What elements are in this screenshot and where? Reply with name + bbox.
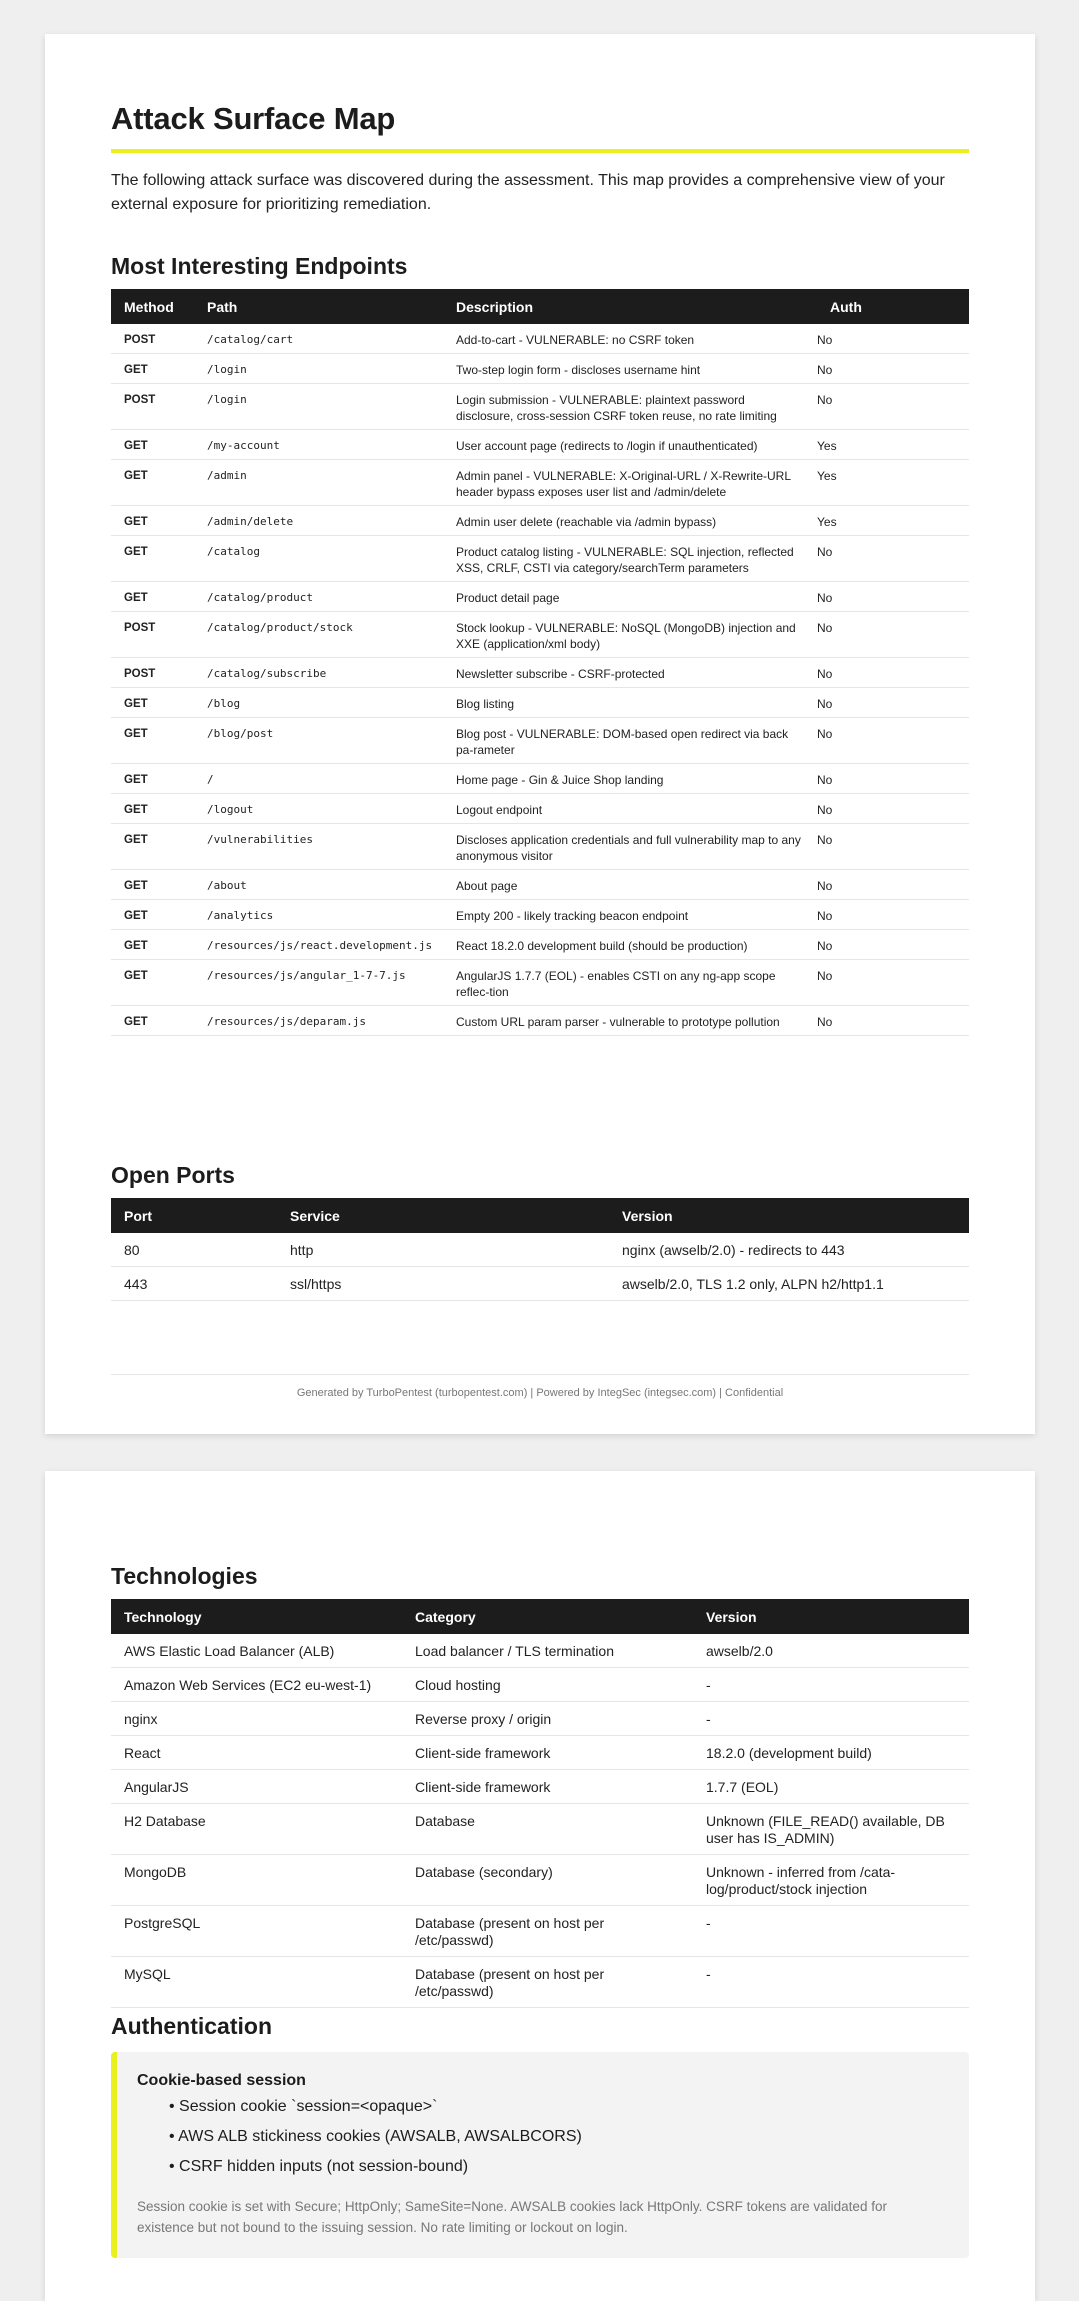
cell-service: ssl/https	[277, 1267, 609, 1301]
cell-auth: No	[817, 718, 969, 764]
endpoint-row	[111, 506, 969, 536]
cell-category: Reverse proxy / origin	[402, 1702, 693, 1736]
cell-auth: Yes	[817, 430, 969, 460]
cell-auth: No	[817, 582, 969, 612]
cell-path: /about	[194, 870, 443, 900]
auth-bullet: • CSRF hidden inputs (not session-bound)	[169, 2152, 945, 2182]
endpoints-heading: Most Interesting Endpoints	[111, 253, 408, 279]
title-underline	[111, 149, 969, 153]
endpoint-row	[111, 658, 969, 688]
cell-path: /login	[194, 354, 443, 384]
endpoint-row	[111, 536, 969, 582]
cell-description: Empty 200 - likely tracking beacon endpoint	[443, 900, 817, 930]
cell-path: /	[194, 764, 443, 794]
auth-bullet: • AWS ALB stickiness cookies (AWSALB, AWSALBCORS)	[169, 2122, 945, 2152]
technology-row	[111, 1770, 969, 1804]
cell-description: Login submission - VULNERABLE: plaintext password disclosure, cross-session CSRF token reuse, no rate limiting	[443, 384, 817, 430]
cell-auth: No	[817, 794, 969, 824]
cell-description: Custom URL param parser - vulnerable to prototype pollution	[443, 1006, 817, 1036]
cell-method: POST	[111, 324, 194, 354]
cell-description: AngularJS 1.7.7 (EOL) - enables CSTI on any ng-app scope reflec-tion	[443, 960, 817, 1006]
column-header-tech-version: Version	[693, 1599, 969, 1634]
cell-technology: AngularJS	[111, 1770, 402, 1804]
cell-auth: No	[817, 384, 969, 430]
endpoint-row	[111, 582, 969, 612]
cell-method: GET	[111, 354, 194, 384]
page-title: Attack Surface Map	[111, 101, 396, 136]
technology-row	[111, 1855, 969, 1906]
endpoint-row	[111, 354, 969, 384]
cell-path: /admin	[194, 460, 443, 506]
cell-category: Database (secondary)	[402, 1855, 693, 1906]
cell-path: /resources/js/angular_1-7-7.js	[194, 960, 443, 1006]
cell-auth: No	[817, 960, 969, 1006]
column-header-description: Description	[443, 289, 817, 324]
cell-description: Newsletter subscribe - CSRF-protected	[443, 658, 817, 688]
cell-path: /resources/js/react.development.js	[194, 930, 443, 960]
endpoint-row	[111, 324, 969, 354]
cell-technology: H2 Database	[111, 1804, 402, 1855]
column-header-version: Version	[609, 1198, 969, 1233]
cell-version: awselb/2.0, TLS 1.2 only, ALPN h2/http1.1	[609, 1267, 969, 1301]
cell-auth: Yes	[817, 506, 969, 536]
technology-row	[111, 1906, 969, 1957]
technology-row	[111, 1702, 969, 1736]
cell-category: Client-side framework	[402, 1736, 693, 1770]
cell-path: /catalog	[194, 536, 443, 582]
cell-path: /blog	[194, 688, 443, 718]
technologies-table	[111, 1599, 969, 2008]
endpoint-row	[111, 688, 969, 718]
cell-path: /catalog/subscribe	[194, 658, 443, 688]
cell-category: Load balancer / TLS termination	[402, 1634, 693, 1668]
cell-description: Logout endpoint	[443, 794, 817, 824]
technology-row	[111, 1634, 969, 1668]
cell-version: Unknown - inferred from /cata-log/product/stock injection	[693, 1855, 969, 1906]
cell-version: -	[693, 1906, 969, 1957]
cell-description: Product detail page	[443, 582, 817, 612]
cell-method: GET	[111, 688, 194, 718]
cell-method: GET	[111, 718, 194, 764]
cell-auth: No	[817, 324, 969, 354]
cell-description: Admin user delete (reachable via /admin bypass)	[443, 506, 817, 536]
cell-method: GET	[111, 824, 194, 870]
auth-bullet: • Session cookie `session=<opaque>`	[169, 2092, 945, 2122]
cell-version: -	[693, 1668, 969, 1702]
cell-auth: No	[817, 1006, 969, 1036]
cell-port: 443	[111, 1267, 277, 1301]
endpoint-row	[111, 930, 969, 960]
cell-technology: PostgreSQL	[111, 1906, 402, 1957]
endpoint-row	[111, 960, 969, 1006]
technologies-section	[111, 1563, 969, 2008]
column-header-service: Service	[277, 1198, 609, 1233]
cell-description: Home page - Gin & Juice Shop landing	[443, 764, 817, 794]
cell-technology: AWS Elastic Load Balancer (ALB)	[111, 1634, 402, 1668]
cell-method: GET	[111, 430, 194, 460]
cell-method: GET	[111, 1006, 194, 1036]
column-header-technology: Technology	[111, 1599, 402, 1634]
technologies-header-row	[111, 1599, 969, 1634]
cell-path: /analytics	[194, 900, 443, 930]
cell-description: Admin panel - VULNERABLE: X-Original-URL / X-Rewrite-URL header bypass exposes user list and /admin/delete	[443, 460, 817, 506]
cell-description: Blog post - VULNERABLE: DOM-based open redirect via back pa-rameter	[443, 718, 817, 764]
cell-version: -	[693, 1702, 969, 1736]
cell-auth: No	[817, 688, 969, 718]
page-footer	[111, 1374, 969, 1399]
port-row	[111, 1233, 969, 1267]
cell-service: http	[277, 1233, 609, 1267]
endpoint-row	[111, 794, 969, 824]
cell-version: -	[693, 1957, 969, 2008]
ports-heading: Open Ports	[111, 1162, 235, 1188]
technology-row	[111, 1957, 969, 2008]
endpoint-row	[111, 764, 969, 794]
endpoints-table	[111, 289, 969, 1036]
cell-method: POST	[111, 612, 194, 658]
authentication-section	[111, 2013, 969, 2258]
cell-version: Unknown (FILE_READ() available, DB user has IS_ADMIN)	[693, 1804, 969, 1855]
cell-port: 80	[111, 1233, 277, 1267]
endpoint-row	[111, 384, 969, 430]
ports-table	[111, 1198, 969, 1301]
column-header-auth: Auth	[817, 289, 969, 324]
cell-description: User account page (redirects to /login if unauthenticated)	[443, 430, 817, 460]
cell-path: /admin/delete	[194, 506, 443, 536]
cell-auth: No	[817, 870, 969, 900]
cell-category: Database	[402, 1804, 693, 1855]
cell-method: GET	[111, 794, 194, 824]
auth-box-title: Cookie-based session	[137, 2072, 306, 2089]
endpoint-row	[111, 718, 969, 764]
cell-method: GET	[111, 764, 194, 794]
cell-path: /catalog/product	[194, 582, 443, 612]
ports-table-body	[111, 1233, 969, 1301]
endpoints-section	[111, 253, 969, 1036]
cell-auth: No	[817, 612, 969, 658]
cell-description: Add-to-cart - VULNERABLE: no CSRF token	[443, 324, 817, 354]
cell-technology: MySQL	[111, 1957, 402, 2008]
report-page-2	[45, 1471, 1035, 2301]
cell-path: /my-account	[194, 430, 443, 460]
cell-version: nginx (awselb/2.0) - redirects to 443	[609, 1233, 969, 1267]
cell-auth: No	[817, 824, 969, 870]
auth-note: Session cookie is set with Secure; HttpOnly; SameSite=None. AWSALB cookies lack HttpOnly. CSRF tokens are validated for existence but not bound to the issuing session. No rate limiting or lockout on login.	[137, 2199, 887, 2235]
cell-auth: Yes	[817, 460, 969, 506]
column-header-port: Port	[111, 1198, 277, 1233]
footer-divider	[111, 1374, 969, 1375]
endpoint-row	[111, 870, 969, 900]
cell-path: /catalog/product/stock	[194, 612, 443, 658]
ports-header-row	[111, 1198, 969, 1233]
cell-category: Client-side framework	[402, 1770, 693, 1804]
technology-row	[111, 1804, 969, 1855]
authentication-callout	[111, 2052, 969, 2258]
cell-description: Blog listing	[443, 688, 817, 718]
cell-description: Product catalog listing - VULNERABLE: SQL injection, reflected XSS, CRLF, CSTI via category/searchTerm parameters	[443, 536, 817, 582]
endpoints-table-body	[111, 324, 969, 1036]
endpoint-row	[111, 460, 969, 506]
cell-path: /logout	[194, 794, 443, 824]
cell-category: Database (present on host per /etc/passwd)	[402, 1906, 693, 1957]
intro-paragraph: The following attack surface was discovered during the assessment. This map provides a comprehensive view of your external exposure for prioritizing remediation.	[111, 172, 945, 213]
cell-method: GET	[111, 460, 194, 506]
endpoint-row	[111, 824, 969, 870]
endpoint-row	[111, 612, 969, 658]
cell-category: Cloud hosting	[402, 1668, 693, 1702]
cell-category: Database (present on host per /etc/passwd)	[402, 1957, 693, 2008]
cell-method: GET	[111, 960, 194, 1006]
title-block	[111, 101, 969, 217]
cell-path: /catalog/cart	[194, 324, 443, 354]
report-page-1	[45, 34, 1035, 1434]
cell-method: GET	[111, 930, 194, 960]
cell-description: Stock lookup - VULNERABLE: NoSQL (MongoDB) injection and XXE (application/xml body)	[443, 612, 817, 658]
cell-method: POST	[111, 384, 194, 430]
cell-path: /vulnerabilities	[194, 824, 443, 870]
cell-technology: nginx	[111, 1702, 402, 1736]
technology-row	[111, 1736, 969, 1770]
footer-text: Generated by TurboPentest (turbopentest.com) | Powered by IntegSec (integsec.com) | Confidential	[296, 1387, 784, 1399]
endpoint-row	[111, 1006, 969, 1036]
cell-method: GET	[111, 870, 194, 900]
ports-section	[111, 1162, 969, 1301]
endpoint-row	[111, 430, 969, 460]
cell-description: Discloses application credentials and full vulnerability map to any anonymous visitor	[443, 824, 817, 870]
cell-version: awselb/2.0	[693, 1634, 969, 1668]
endpoints-header-row	[111, 289, 969, 324]
cell-path: /login	[194, 384, 443, 430]
cell-technology: Amazon Web Services (EC2 eu-west-1)	[111, 1668, 402, 1702]
auth-bullet-list	[137, 2092, 945, 2182]
cell-description: About page	[443, 870, 817, 900]
cell-auth: No	[817, 536, 969, 582]
authentication-heading: Authentication	[111, 2013, 272, 2039]
cell-description: Two-step login form - discloses username hint	[443, 354, 817, 384]
column-header-method: Method	[111, 289, 194, 324]
cell-method: GET	[111, 506, 194, 536]
cell-method: GET	[111, 536, 194, 582]
technologies-heading: Technologies	[111, 1563, 258, 1589]
column-header-category: Category	[402, 1599, 693, 1634]
column-header-path: Path	[194, 289, 443, 324]
cell-version: 18.2.0 (development build)	[693, 1736, 969, 1770]
technology-row	[111, 1668, 969, 1702]
cell-method: GET	[111, 900, 194, 930]
cell-method: POST	[111, 658, 194, 688]
cell-auth: No	[817, 354, 969, 384]
cell-auth: No	[817, 764, 969, 794]
cell-path: /resources/js/deparam.js	[194, 1006, 443, 1036]
cell-auth: No	[817, 658, 969, 688]
cell-technology: React	[111, 1736, 402, 1770]
cell-version: 1.7.7 (EOL)	[693, 1770, 969, 1804]
cell-technology: MongoDB	[111, 1855, 402, 1906]
cell-description: React 18.2.0 development build (should be production)	[443, 930, 817, 960]
cell-method: GET	[111, 582, 194, 612]
cell-path: /blog/post	[194, 718, 443, 764]
technologies-table-body	[111, 1634, 969, 2008]
port-row	[111, 1267, 969, 1301]
cell-auth: No	[817, 900, 969, 930]
endpoint-row	[111, 900, 969, 930]
cell-auth: No	[817, 930, 969, 960]
